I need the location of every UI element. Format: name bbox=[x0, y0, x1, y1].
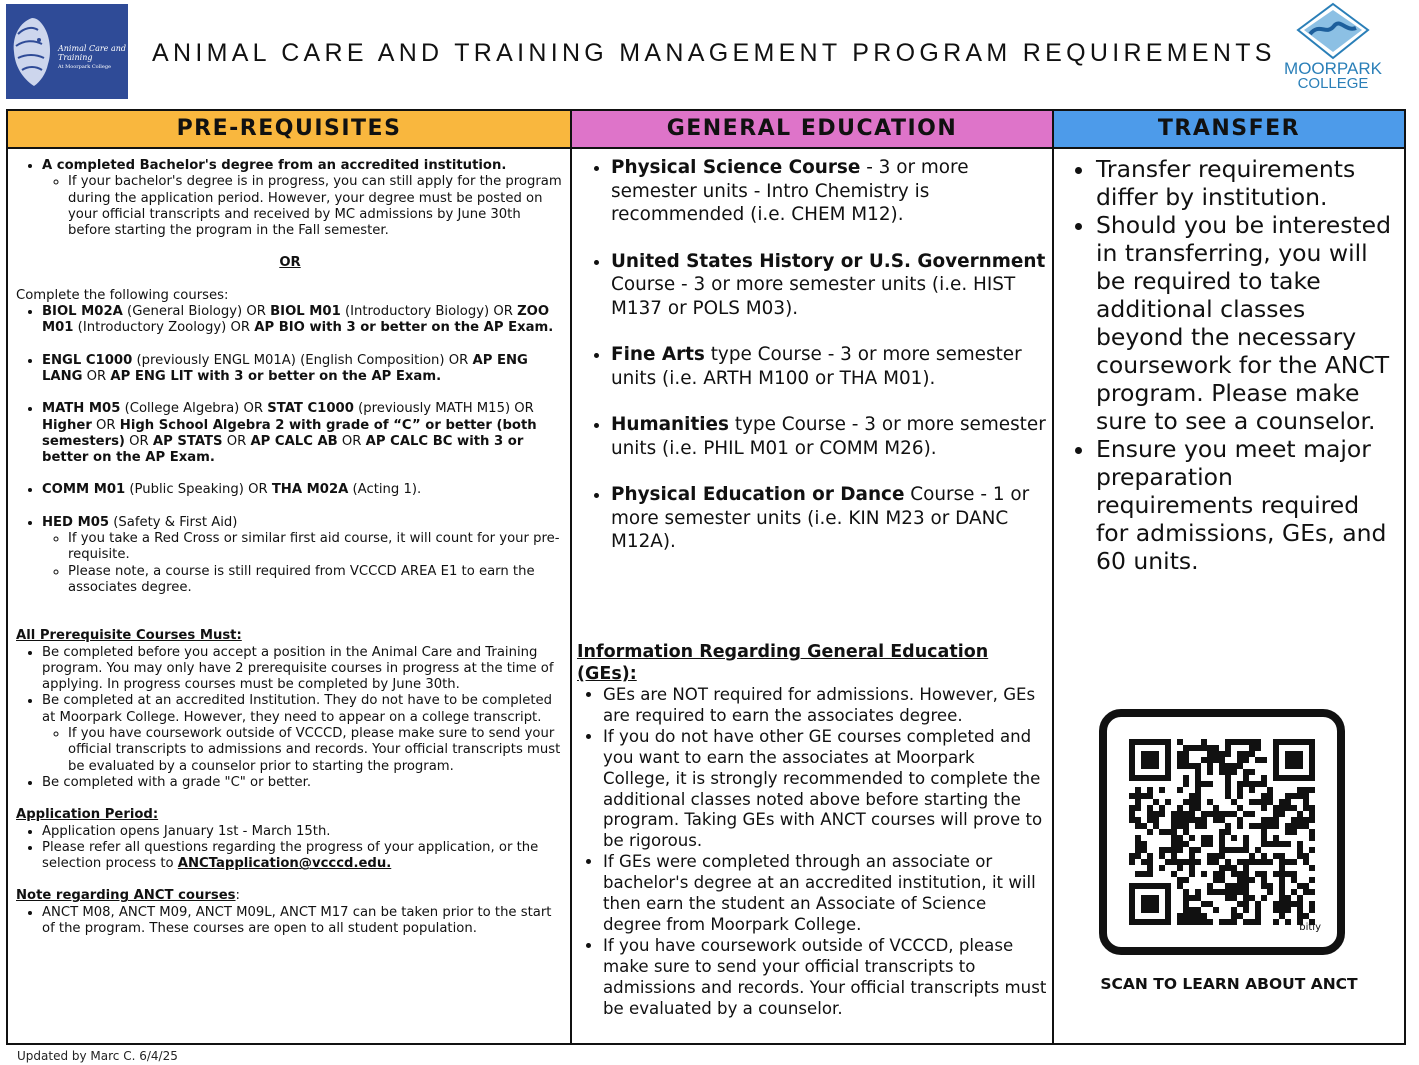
bitly-label: bitly bbox=[1299, 922, 1321, 933]
area-e1-note: ◦ Please note, a course is still required from VCCCD AREA E1 to earn the associates degree. bbox=[68, 564, 564, 597]
general-education-column bbox=[572, 111, 1054, 1043]
transfer-heading: TRANSFER bbox=[1054, 111, 1404, 149]
english-requirement: • ENGL C1000 (previously ENGL M01A) (English Composition) OR AP ENG LANG OR AP ENG LIT with 3 or better on the AP Exam. bbox=[42, 353, 564, 386]
requirements-table bbox=[6, 109, 1406, 1045]
or-separator: OR bbox=[279, 255, 301, 271]
must-item-3: • Be completed with a grade "C" or better. bbox=[42, 775, 564, 791]
application-period-heading: Application Period: bbox=[16, 807, 159, 823]
ge-item: • Humanities type Course - 3 or more semester units (i.e. PHIL M01 or COMM M26). bbox=[611, 413, 1046, 460]
bachelors-degree-item: • A completed Bachelor's degree from an accredited institution. ◦ If your bachelor's degree is in progress, you can still apply for the program during the application period. However, your degree must be posted on your official transcripts and received by MC admissions by June 30th before starting the program in the Fall semester. bbox=[42, 158, 564, 239]
ge-item: • Physical Education or Dance Course - 1 or more semester units (i.e. KIN M23 or DANC M12A). bbox=[611, 483, 1046, 554]
ge-item: • United States History or U.S. Government Course - 3 or more semester units (i.e. HIST M137 or POLS M03). bbox=[611, 250, 1046, 321]
mountain-diamond-icon bbox=[1270, 2, 1396, 62]
prerequisites-heading: PRE-REQUISITES bbox=[8, 111, 570, 149]
application-email-link[interactable]: ANCTapplication@vcccd.edu. bbox=[177, 856, 392, 872]
anct-note-heading: Note regarding ANCT courses: bbox=[16, 888, 240, 904]
transfer-item: • Ensure you meet major preparation requirements required for admissions, GEs, and 60 units. bbox=[1096, 435, 1396, 575]
transfer-item: • Transfer requirements differ by institution. bbox=[1096, 155, 1396, 211]
application-item-1: • Application opens January 1st - March 15th. bbox=[42, 824, 564, 840]
bachelors-in-progress-note: ◦ If your bachelor's degree is in progress, you can still apply for the program during the application period. However, your degree must be posted on your official transcripts and received by MC admissions by June 30th before starting the program in the Fall semester. bbox=[68, 174, 564, 239]
moorpark-college-logo bbox=[1270, 2, 1396, 97]
general-education-heading: GENERAL EDUCATION bbox=[572, 111, 1052, 149]
scan-label: SCAN TO LEARN ABOUT ANCT bbox=[1100, 975, 1358, 993]
communication-requirement: • COMM M01 (Public Speaking) OR THA M02A (Acting 1). bbox=[42, 482, 564, 498]
ge-info-item: • GEs are NOT required for admissions. However, GEs are required to earn the associates degree. bbox=[603, 685, 1047, 727]
transfer-item: • Should you be interested in transferring, you will be required to take additional classes beyond the necessary coursework for the ANCT program. Please make sure to see a counselor. bbox=[1096, 211, 1396, 435]
qr-code[interactable] bbox=[1099, 709, 1345, 955]
complete-courses-intro: Complete the following courses: bbox=[16, 287, 229, 303]
program-logo bbox=[6, 4, 128, 99]
ge-item: • Fine Arts type Course - 3 or more semester units (i.e. ARTH M100 or THA M01). bbox=[611, 343, 1046, 390]
biology-requirement: • BIOL M02A (General Biology) OR BIOL M01 (Introductory Biology) OR ZOO M01 (Introductory Zoology) OR AP BIO with 3 or better on the AP Exam. bbox=[42, 304, 564, 337]
math-requirement: • MATH M05 (College Algebra) OR STAT C1000 (previously MATH M15) OR Higher OR High School Algebra 2 with grade of “C” or better (both semesters) OR AP STATS OR AP CALC AB OR AP CALC BC with 3 or better on the AP Exam. bbox=[42, 401, 564, 466]
qr-code-pattern bbox=[1129, 739, 1315, 925]
application-item-2: • Please refer all questions regarding the progress of your application, or the selection process to ANCTapplication@vcccd.edu. bbox=[42, 840, 564, 873]
health-requirement: • HED M05 (Safety & First Aid) ◦ If you take a Red Cross or similar first aid course, it will count for your pre-requisite. ◦ Please note, a course is still required from VCCCD AREA E1 to earn the associates degree. bbox=[42, 515, 564, 596]
program-logo-text: Animal Care and Training At Moorpark College bbox=[58, 44, 126, 70]
ge-info-heading: Information Regarding General Education (GEs): bbox=[577, 642, 989, 684]
must-item-1: • Be completed before you accept a position in the Animal Care and Training program. You may only have 2 prerequisite courses in progress at the time of applying. In progress courses must be completed by June 30th. bbox=[42, 645, 564, 694]
must-item-2-sub: ◦ If you have coursework outside of VCCCD, please make sure to send your official transcripts to admissions and records. Your official transcripts must be evaluated by a counselor prior to starting the program. bbox=[68, 726, 564, 775]
transfer-column bbox=[1054, 111, 1404, 1043]
ge-item: • Physical Science Course - 3 or more semester units - Intro Chemistry is recommended (i.e. CHEM M12). bbox=[611, 156, 1046, 227]
ge-info-item: • If you do not have other GE courses completed and you want to earn the associates at Moorpark College, it is strongly recommended to complete the additional classes noted above before starting the program. Taking GEs with ANCT courses will prove to be rigorous. bbox=[603, 727, 1047, 852]
first-aid-note: ◦ If you take a Red Cross or similar first aid course, it will count for your pre-requisite. bbox=[68, 531, 564, 564]
moorpark-college-wordmark: MOORPARK COLLEGE bbox=[1284, 59, 1382, 92]
anct-note-item: • ANCT M08, ANCT M09, ANCT M09L, ANCT M17 can be taken prior to the start of the program. These courses are open to all student population. bbox=[42, 905, 564, 938]
ge-info-item: • If GEs were completed through an associate or bachelor's degree at an accredited institution, it will then earn the student an Associate of Science degree from Moorpark College. bbox=[603, 852, 1047, 936]
page-title: ANIMAL CARE AND TRAINING MANAGEMENT PROGRAM REQUIREMENTS bbox=[152, 39, 1276, 67]
ge-info-item: • If you have coursework outside of VCCCD, please make sure to send your official transcripts to admissions and records. Your official transcripts must be evaluated by a counselor. bbox=[603, 936, 1047, 1020]
updated-by-footer: Updated by Marc C. 6/4/25 bbox=[17, 1049, 178, 1063]
must-item-2: • Be completed at an accredited Institution. They do not have to be completed at Moorpark College. However, they need to appear on a college transcript. ◦ If you have coursework outside of VCCCD, please make sure to send your official transcripts to admissions and records. Your official transcripts must be evaluated by a counselor prior to starting the program. bbox=[42, 693, 564, 774]
prerequisites-column bbox=[8, 111, 572, 1043]
all-prereq-heading: All Prerequisite Courses Must: bbox=[16, 628, 242, 644]
